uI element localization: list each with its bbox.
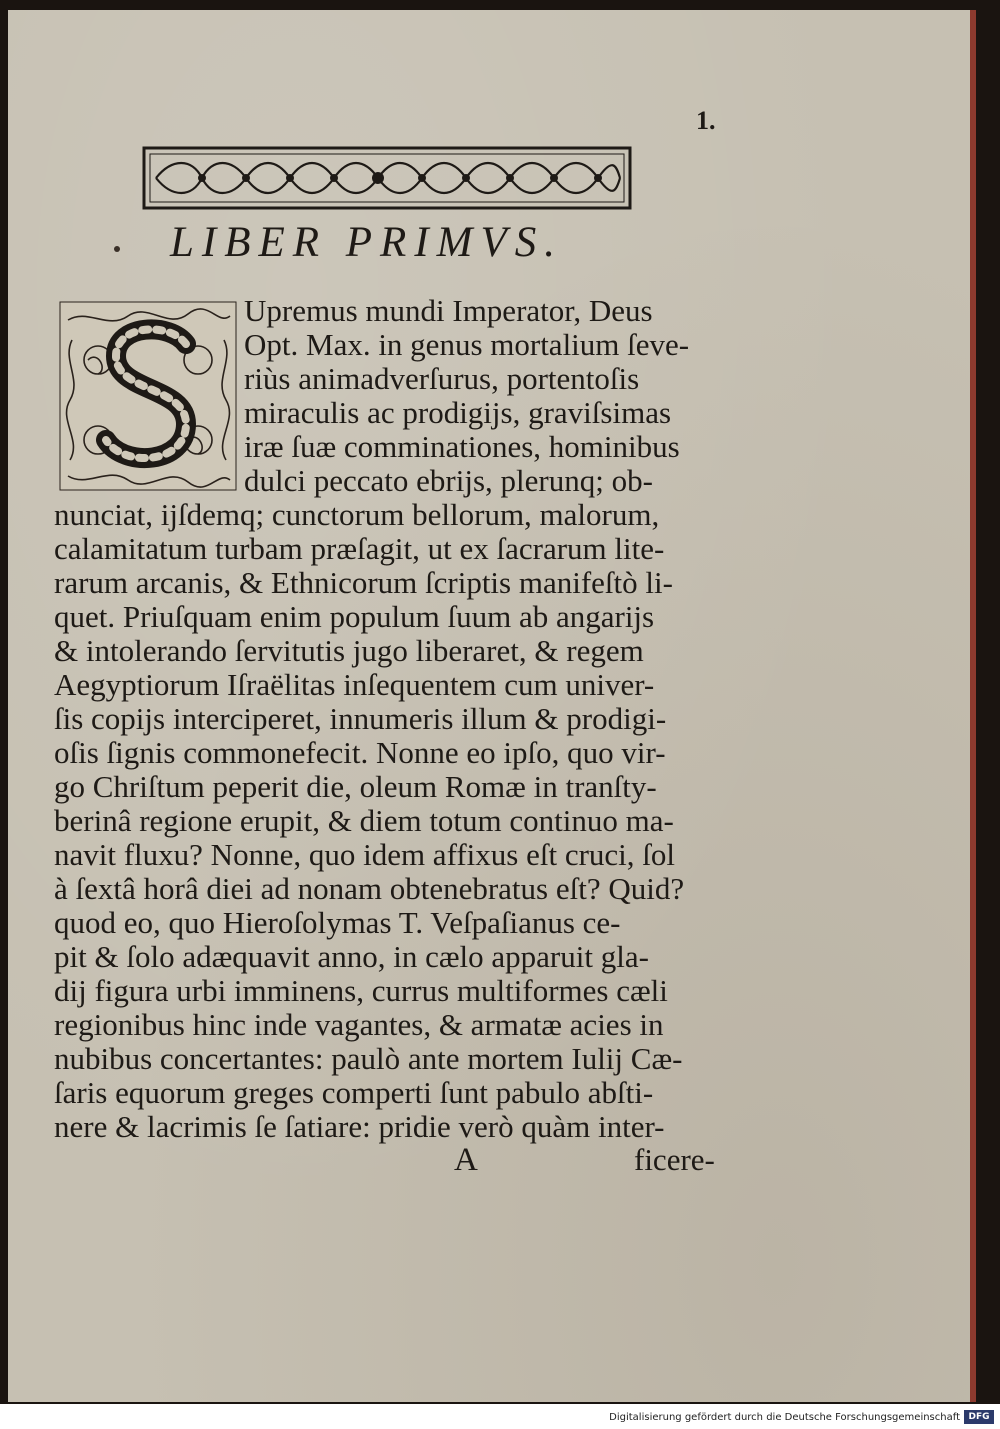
text-line: ſaris equorum greges comperti ſunt pabulo abſti- <box>54 1075 654 1110</box>
text-line: dulci peccato ebrijs, plerunq; ob- <box>244 463 653 498</box>
text-line: & intolerando ſervitutis jugo liberaret, & regem <box>54 633 644 668</box>
book-page <box>8 10 976 1402</box>
text-line: nere & lacrimis ſe ſatiare: pridie verò quàm inter- <box>54 1109 665 1144</box>
text-line: iræ ſuæ comminationes, hominibus <box>244 429 680 464</box>
text-line: Opt. Max. in genus mortalium ſeve- <box>244 327 690 362</box>
catchword: ficere- <box>634 1142 715 1177</box>
signature-mark: A <box>454 1142 478 1178</box>
funding-credit: Digitalisierung gefördert durch die Deutsche Forschungsgemeinschaft <box>609 1412 960 1423</box>
text-line: regionibus hinc inde vagantes, & armatæ acies in <box>54 1007 664 1042</box>
text-line: calamitatum turbam præſagit, ut ex ſacrarum lite- <box>54 531 665 566</box>
text-line: quet. Priuſquam enim populum ſuum ab angarijs <box>54 599 655 634</box>
text-line: riùs animadverſurus, portentoſis <box>244 361 640 396</box>
dfg-logo-icon: DFG <box>964 1410 994 1424</box>
page-number: 1. <box>696 106 716 135</box>
text-line: go Chriſtum peperit die, oleum Romæ in tranſty- <box>54 769 657 804</box>
footer-bar <box>0 1404 1000 1429</box>
running-title: LIBER PRIMVS. <box>170 219 563 266</box>
text-line: ſis copijs interciperet, innumeris illum & prodigi- <box>54 701 667 736</box>
text-line: oſis ſignis commonefecit. Nonne eo ipſo, quo vir- <box>54 735 666 770</box>
text-line: berinâ regione erupit, & diem totum continuo ma- <box>54 803 674 838</box>
text-line: navit fluxu? Nonne, quo idem affixus eſt cruci, ſol <box>54 837 675 872</box>
ornamental-headpiece-icon <box>142 144 632 212</box>
text-line: dij figura urbi imminens, currus multiformes cæli <box>54 973 668 1008</box>
decorative-dot <box>114 246 120 252</box>
text-line: nubibus concertantes: paulò ante mortem Iulij Cæ- <box>54 1041 683 1076</box>
text-line: Upremus mundi Imperator, Deus <box>244 293 653 328</box>
text-line: miraculis ac prodigijs, graviſsimas <box>244 395 672 430</box>
text-line: Aegyptiorum Iſraëlitas inſequentem cum univer- <box>54 667 655 702</box>
text-line: rarum arcanis, & Ethnicorum ſcriptis manifeſtò li- <box>54 565 673 600</box>
text-line: quod eo, quo Hieroſolymas T. Veſpaſianus ce- <box>54 905 621 940</box>
text-line: pit & ſolo adæquavit anno, in cælo apparuit gla- <box>54 939 649 974</box>
decorated-initial-S-icon <box>58 300 238 492</box>
text-line: à ſextâ horâ diei ad nonam obtenebratus eſt? Quid? <box>54 871 685 906</box>
text-line: nunciat, ijſdemq; cunctorum bellorum, malorum, <box>54 497 660 532</box>
